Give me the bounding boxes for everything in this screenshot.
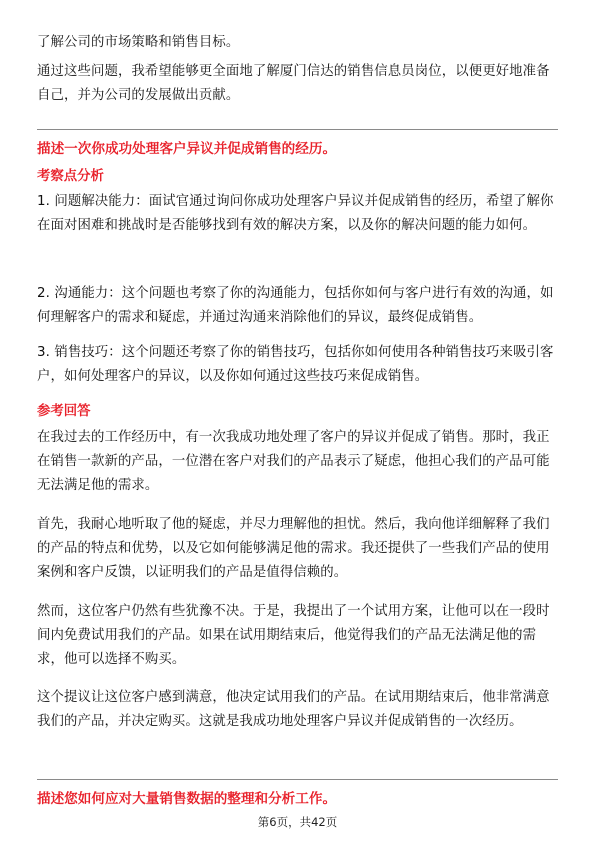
section-divider-1 [37, 129, 558, 130]
answer-paragraph-2: 首先，我耐心地听取了他的疑虑，并尽力理解他的担忧。然后，我向他详细解释了我们的产品的特点和优势，以及它如何能够满足他的需求。我还提供了一些我们产品的使用案例和客户反馈，以证明我们的产品是值得信赖的。 [37, 517, 550, 580]
answer-paragraph-4: 这个提议让这位客户感到满意，他决定试用我们的产品。在试用期结束后，他非常满意我们的产品，并决定购买。这就是我成功地处理客户异议并促成销售的一次经历。 [37, 690, 550, 729]
page-number: 第6页，共42页 [257, 815, 338, 829]
intro-paragraph-1: 了解公司的市场策略和销售目标。 [37, 35, 240, 50]
section-divider-2 [37, 779, 558, 780]
answer-paragraph-3: 然而，这位客户仍然有些犹豫不决。于是，我提出了一个试用方案，让他可以在一段时间内免费试用我们的产品。如果在试用期结束后，他觉得我们的产品无法满足他的需求，他可以选择不购买。 [37, 604, 550, 667]
analysis-heading: 考察点分析 [37, 169, 104, 184]
analysis-point-2: 2. 沟通能力：这个问题也考察了你的沟通能力，包括你如何与客户进行有效的沟通，如何理解客户的需求和疑虑，并通过沟通来消除他们的异议，最终促成销售。 [37, 286, 554, 325]
analysis-point-3: 3. 销售技巧：这个问题还考察了你的销售技巧，包括你如何使用各种销售技巧来吸引客户，如何处理客户的异议，以及你如何通过这些技巧来促成销售。 [37, 345, 554, 384]
analysis-point-1: 1. 问题解决能力：面试官通过询问你成功处理客户异议并促成销售的经历，希望了解你在面对困难和挑战时是否能够找到有效的解决方案，以及你的解决问题的能力如何。 [37, 194, 554, 233]
answer-heading: 参考回答 [37, 404, 91, 419]
intro-paragraph-2: 通过这些问题，我希望能够更全面地了解厦门信达的销售信息员岗位，以便更好地准备自己，并为公司的发展做出贡献。 [37, 64, 550, 103]
answer-paragraph-1: 在我过去的工作经历中，有一次我成功地处理了客户的异议并促成了销售。那时，我正在销售一款新的产品，一位潜在客户对我们的产品表示了疑虑，他担心我们的产品可能无法满足他的需求。 [37, 430, 550, 493]
question-title-2: 描述您如何应对大量销售数据的整理和分析工作。 [37, 791, 337, 807]
question-title-1: 描述一次你成功处理客户异议并促成销售的经历。 [37, 141, 337, 157]
